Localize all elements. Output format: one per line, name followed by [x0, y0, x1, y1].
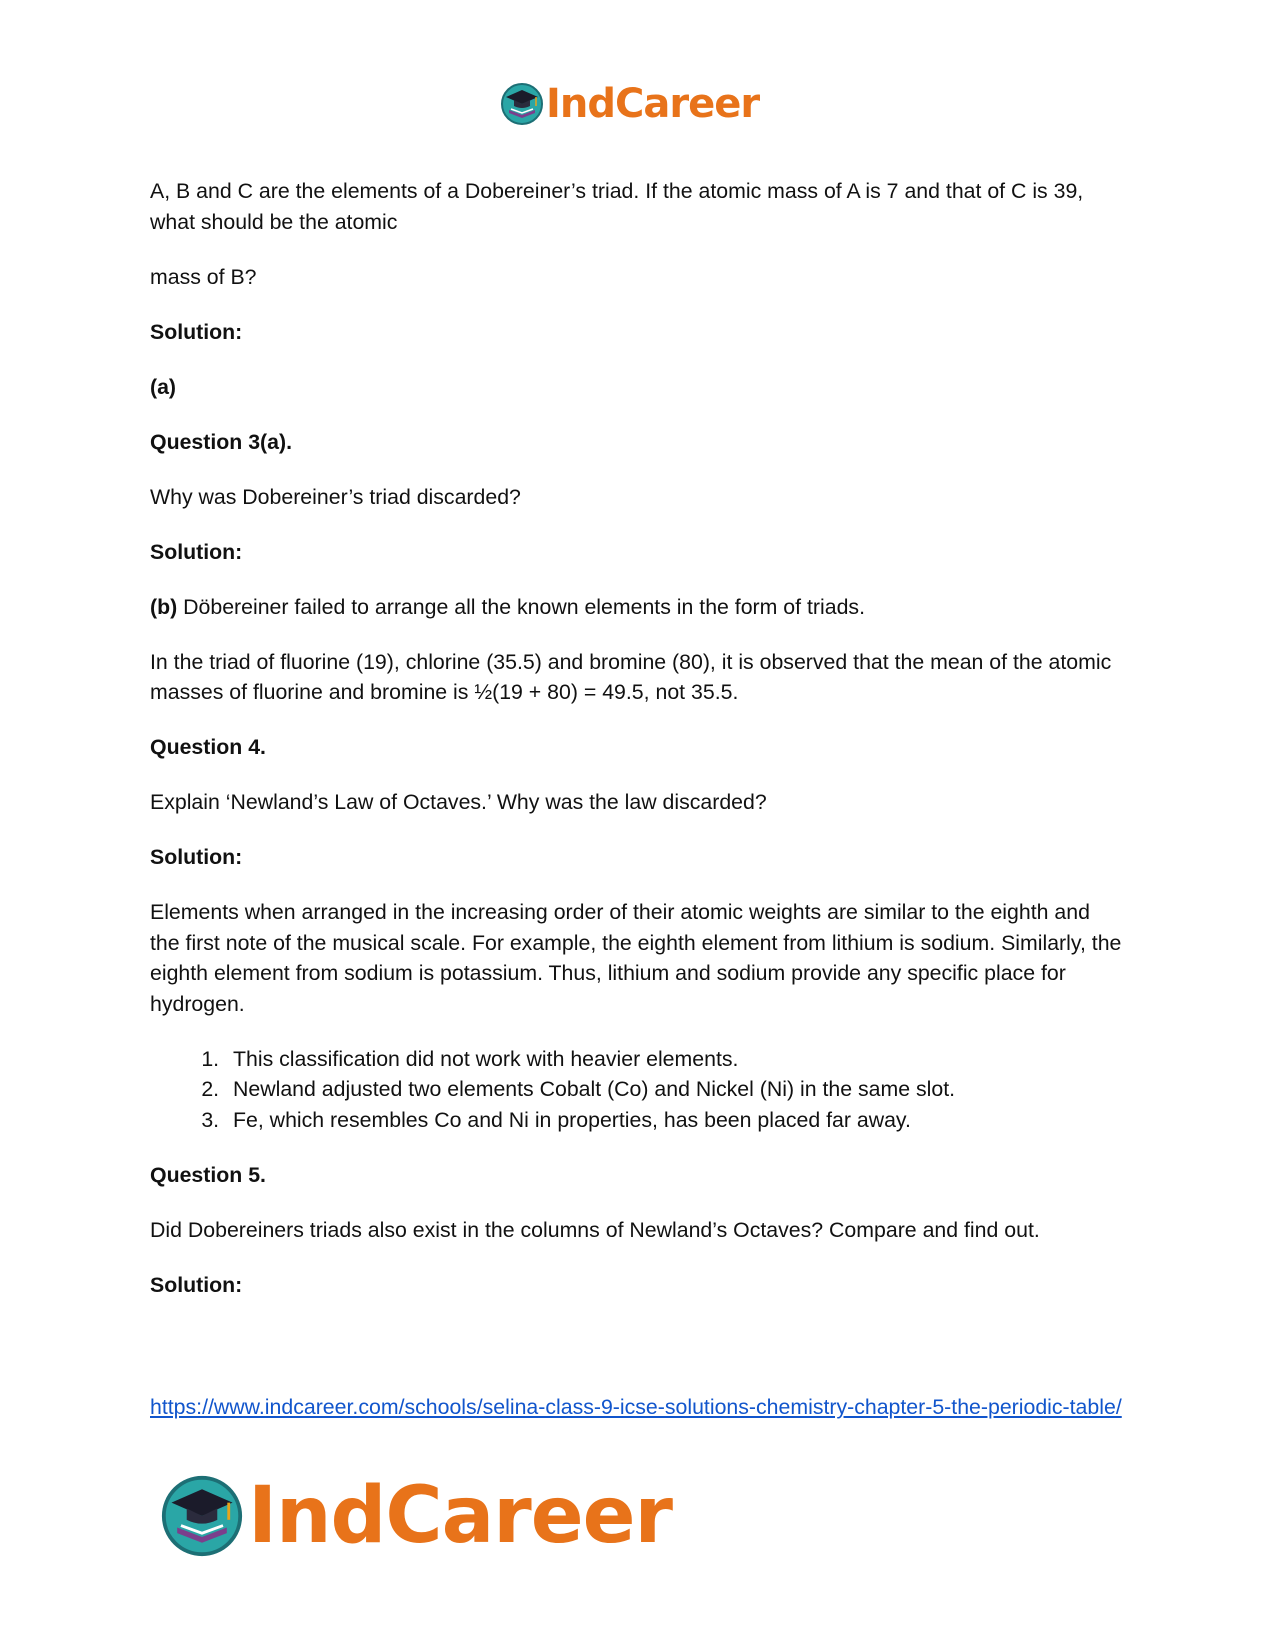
- solution-label: Solution:: [150, 845, 243, 869]
- header-logo: [500, 78, 780, 130]
- footer-logo: [160, 1468, 700, 1564]
- question-text: Explain ‘Newland’s Law of Octaves.’ Why was the law discarded?: [150, 790, 767, 814]
- question-text-continued: mass of B?: [150, 264, 257, 289]
- document-body: [150, 176, 1125, 1325]
- answer-option: (b): [150, 594, 178, 619]
- question-text: A, B and C are the elements of a Dobereiner’s triad. If the atomic mass of A is 7 and that of C is 39, what should be the atomic: [150, 179, 1084, 234]
- answer-text: Döbereiner failed to arrange all the known elements in the form of triads.: [177, 594, 865, 619]
- source-link[interactable]: https://www.indcareer.com/schools/selina-class-9-icse-solutions-chemistry-chapter-5-the-periodic-table/: [150, 1395, 1122, 1419]
- answer-list: [150, 1044, 1125, 1136]
- graduation-cap-book-icon: [160, 1474, 244, 1558]
- question-text: Did Dobereiners triads also exist in the columns of Newland’s Octaves? Compare and find out.: [150, 1217, 1040, 1242]
- list-item: 1. This classification did not work with heavier elements.: [225, 1044, 1125, 1075]
- solution-label: Solution:: [150, 319, 243, 344]
- answer-paragraph: In the triad of fluorine (19), chlorine (35.5) and bromine (80), it is observed that the mean of the atomic masses of fluorine and bromine is ½(19 + 80) = 49.5, not 35.5.: [150, 649, 1112, 704]
- solution-label: Solution:: [150, 539, 243, 564]
- logo-wordmark: IndCareer: [248, 1471, 672, 1561]
- answer-paragraph: Elements when arranged in the increasing order of their atomic weights are similar to the eighth and the first note of the musical scale. For example, the eighth element from lithium is sodium. Similarly, the eighth element from sodium is potassium. Thus, lithium and sodium provide any specific place for hydrogen.: [150, 900, 1122, 1016]
- list-item: 3. Fe, which resembles Co and Ni in properties, has been placed far away.: [225, 1105, 1125, 1136]
- answer-paragraph: [150, 592, 1125, 623]
- question-heading: Question 5.: [150, 1162, 266, 1187]
- question-heading: Question 4.: [150, 735, 266, 759]
- question-heading: Question 3(a).: [150, 429, 292, 454]
- graduation-cap-book-icon: [500, 82, 544, 126]
- answer-option: (a): [150, 374, 177, 399]
- logo-wordmark: IndCareer: [546, 81, 760, 127]
- question-text: Why was Dobereiner’s triad discarded?: [150, 484, 521, 509]
- solution-label: Solution:: [150, 1272, 243, 1297]
- list-item: 2. Newland adjusted two elements Cobalt (Co) and Nickel (Ni) in the same slot.: [225, 1074, 1125, 1105]
